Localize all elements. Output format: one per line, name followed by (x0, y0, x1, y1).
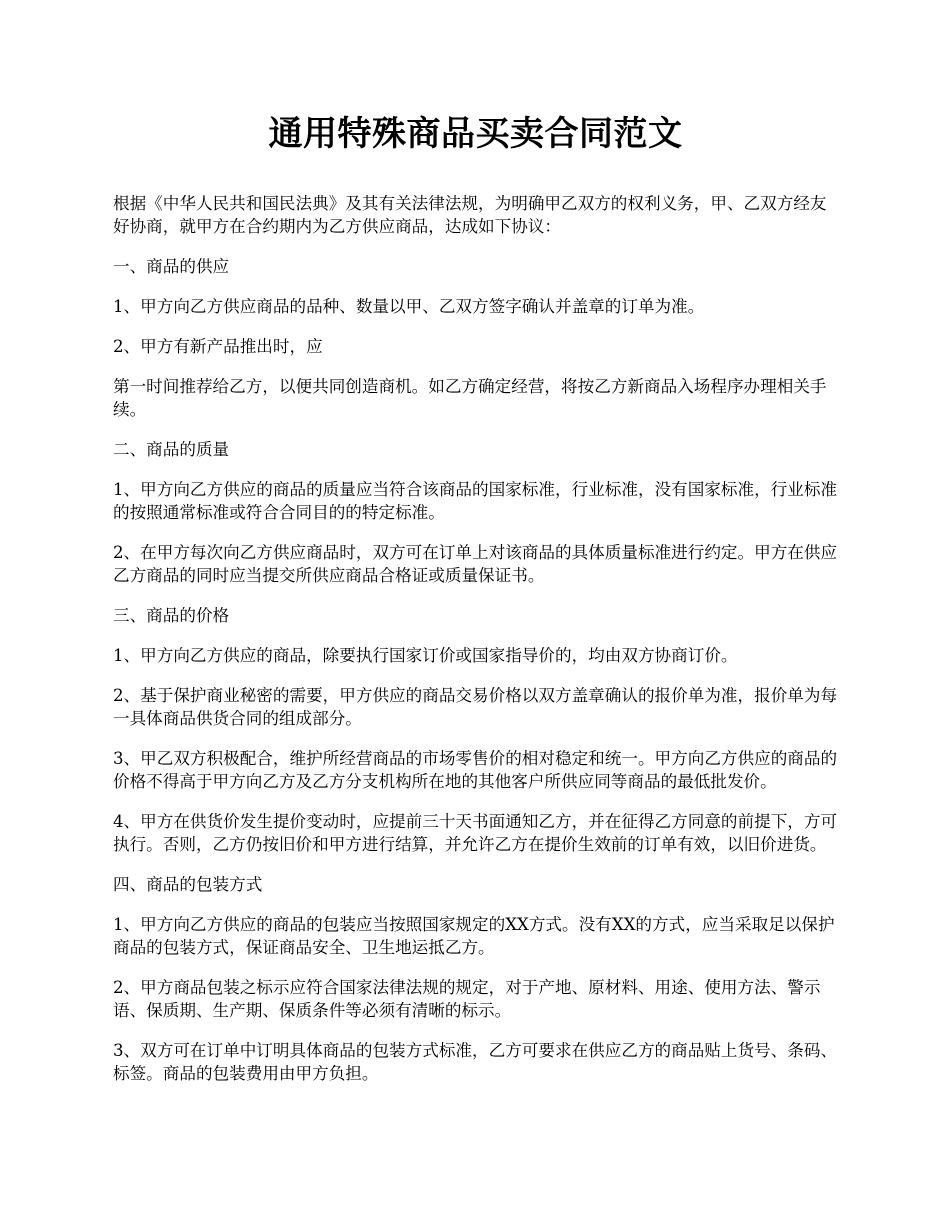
clause-paragraph: 3、甲乙双方积极配合，维护所经营商品的市场零售价的相对稳定和统一。甲方向乙方供应的商品的价格不得高于甲方向乙方及乙方分支机构所在地的其他客户所供应同等商品的最低批发价。 (113, 749, 838, 791)
clause-paragraph: 第一时间推荐给乙方，以便共同创造商机。如乙方确定经营，将按乙方新商品入场程序办理相关手续。 (113, 377, 827, 419)
clause-paragraph: 1、甲方向乙方供应的商品，除要执行国家订价或国家指导价的，均由双方协商订价。 (113, 646, 738, 665)
document-title: 通用特殊商品买卖合同范文 (268, 114, 683, 154)
clause-paragraph: 2、基于保护商业秘密的需要，甲方供应的商品交易价格以双方盖章确认的报价单为准，报价单为每一具体商品供货合同的组成部分。 (113, 686, 838, 728)
clause-paragraph: 2、甲方商品包装之标示应符合国家法律法规的规定，对于产地、原材料、用途、使用方法、警示语、保质期、生产期、保质条件等必须有清晰的标示。 (113, 978, 821, 1020)
clause-paragraph: 1、甲方向乙方供应的商品的包装应当按照国家规定的XX方式。没有XX的方式，应当采取足以保护商品的包装方式，保证商品安全、卫生地运抵乙方。 (113, 915, 835, 957)
clause-paragraph: 4、甲方在供货价发生提价变动时，应提前三十天书面通知乙方，并在征得乙方同意的前提下，方可执行。否则，乙方仍按旧价和甲方进行结算，并允许乙方在提价生效前的订单有效，以旧价进货。 (113, 812, 838, 854)
intro-paragraph: 根据《中华人民共和国民法典》及其有关法律法规，为明确甲乙双方的权利义务，甲、乙双方经友好协商，就甲方在合约期内为乙方供应商品，达成如下协议： (113, 194, 827, 236)
clause-paragraph: 2、甲方有新产品推出时，应 (113, 337, 323, 356)
clause-paragraph: 3、双方可在订单中订明具体商品的包装方式标准，乙方可要求在供应乙方的商品贴上货号、条码、标签。商品的包装费用由甲方负担。 (113, 1041, 838, 1083)
clause-paragraph: 1、甲方向乙方供应的商品的质量应当符合该商品的国家标准，行业标准，没有国家标准，行业标准的按照通常标准或符合合同目的的特定标准。 (113, 480, 838, 522)
section-heading-price: 三、商品的价格 (113, 606, 230, 625)
section-heading-packaging: 四、商品的包装方式 (113, 875, 263, 894)
section-heading-supply: 一、商品的供应 (113, 257, 230, 276)
section-heading-quality: 二、商品的质量 (113, 440, 230, 459)
clause-paragraph: 1、甲方向乙方供应商品的品种、数量以甲、乙双方签字确认并盖章的订单为准。 (113, 297, 705, 316)
clause-paragraph: 2、在甲方每次向乙方供应商品时，双方可在订单上对该商品的具体质量标准进行约定。甲方在供应乙方商品的同时应当提交所供应商品合格证或质量保证书。 (113, 543, 838, 585)
